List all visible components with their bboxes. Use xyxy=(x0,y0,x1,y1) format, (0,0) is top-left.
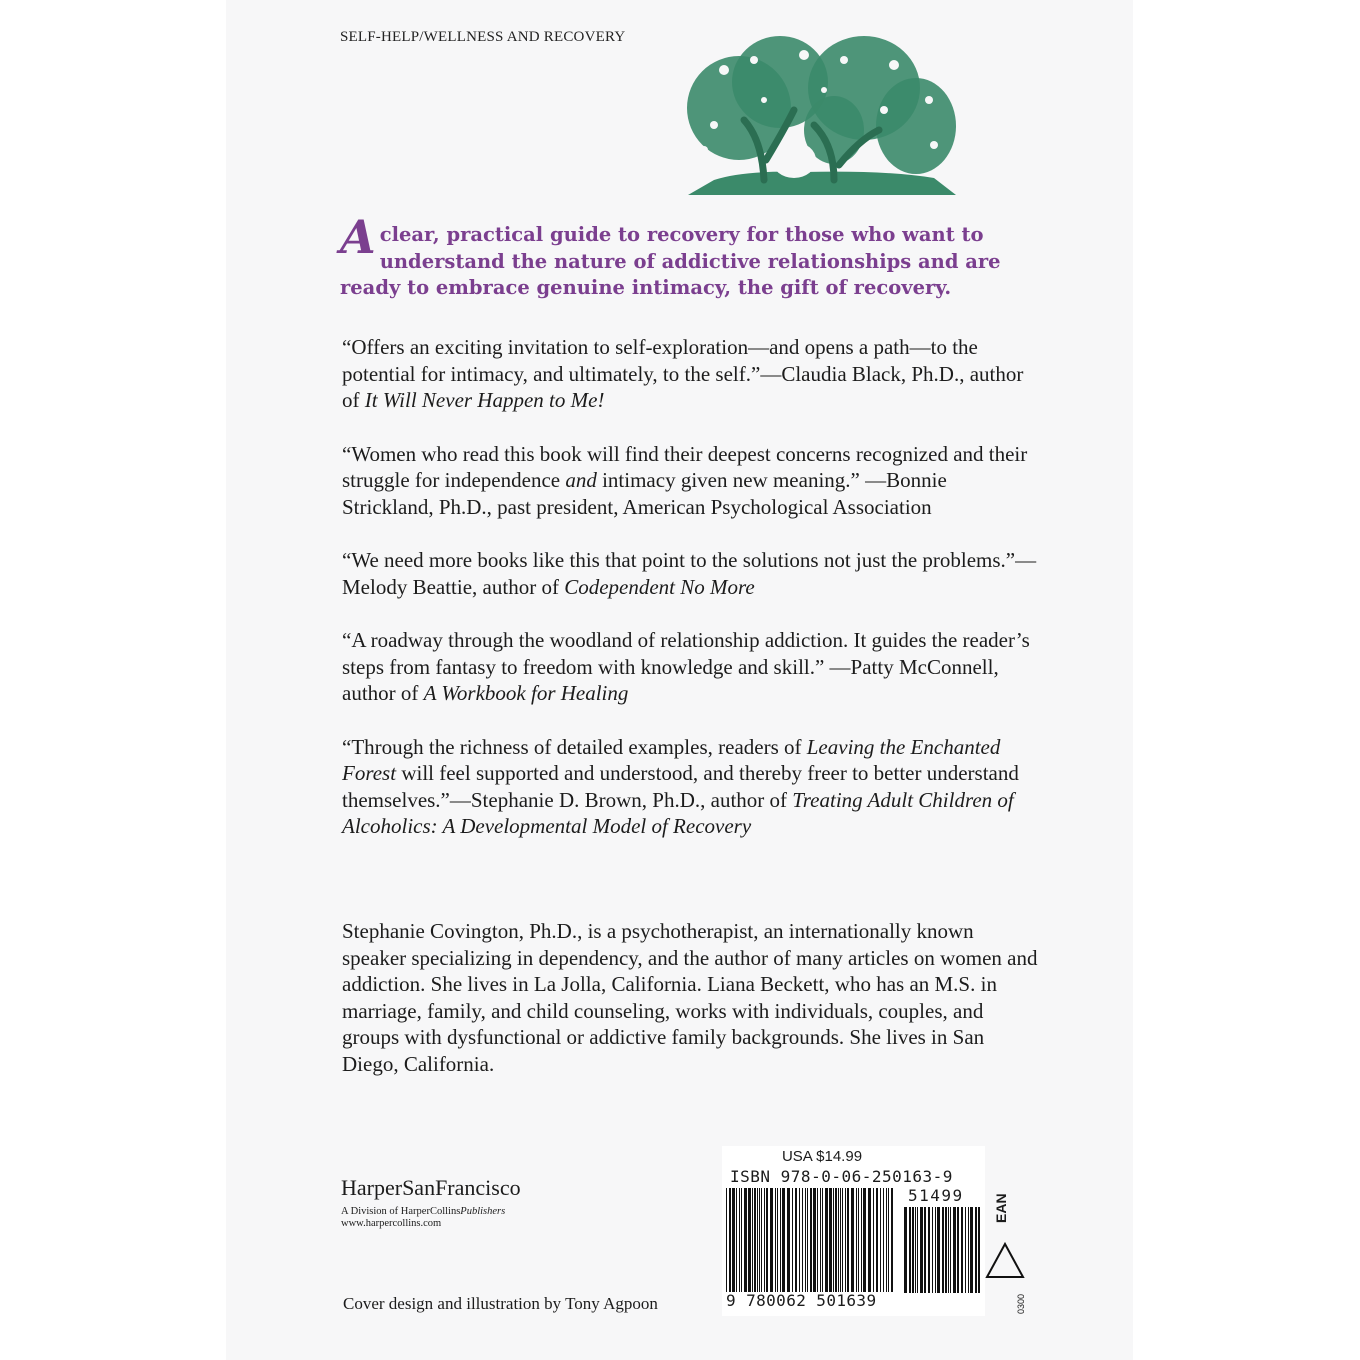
endorsement-1: “Offers an exciting invitation to self-exploration—and opens a path—to the potential for intimacy, and ultimately, to the self.”—Claudia Black, Ph.D., author of It Will Never Happen to Me! xyxy=(342,335,1024,412)
triangle-icon xyxy=(984,1240,1026,1280)
endorsement-5: “Through the richness of detailed examples, readers of Leaving the Enchanted Forest will feel supported and understood, and thereby freer to better understand themselves.”—Stephanie D. Brown, Ph.D., author of Treating Adult Children of Alcoholics: A Developmental Model of Recovery xyxy=(342,734,1019,838)
category-label: SELF-HELP/WELLNESS AND RECOVERY xyxy=(340,29,626,45)
endorsement-4: “A roadway through the woodland of relationship addiction. It guides the reader’s steps from fantasy to freedom with knowledge and skill.” —Patty McConnell, author of A Workbook for Healing xyxy=(342,628,1030,705)
publisher-name: HarperSanFrancisco xyxy=(341,1175,521,1200)
addon-barcode-bars xyxy=(904,1207,980,1293)
price-code: 0300 xyxy=(1016,1294,1026,1315)
publisher-url: www.harpercollins.com xyxy=(341,1218,442,1229)
trees-illustration xyxy=(684,30,960,198)
ean-digits: 9 780062 501639 xyxy=(726,1291,877,1310)
tagline-text: clear, practical guide to recovery for those who want to understand the nature of addictive relationships and are ready to embrace genuine intimacy, the gift of recovery. xyxy=(340,223,1001,300)
ean-barcode-bars xyxy=(726,1188,894,1292)
price-label: USA $14.99 xyxy=(781,1148,863,1165)
endorsement-3: “We need more books like this that point to the solutions not just the problems.”—Melody Beattie, author of Codependent No More xyxy=(342,548,1037,599)
barcode-block xyxy=(722,1146,985,1316)
addon-number: 51499 xyxy=(908,1186,964,1205)
publisher-division: A Division of HarperCollinsPublishers xyxy=(341,1206,506,1217)
endorsements xyxy=(342,334,1042,867)
tagline xyxy=(340,210,1040,302)
author-bio: Stephanie Covington, Ph.D., is a psychotherapist, an internationally known speaker specializing in dependency, and the author of many articles on women and addiction. She lives in La Jolla, California. Liana Beckett, who has an M.S. in marriage, family, and child counseling, works with individuals, couples, and groups with dysfunctional or addictive family backgrounds. She lives in San Diego, California. xyxy=(342,919,1038,1076)
isbn-label: ISBN 978-0-06-250163-9 xyxy=(730,1167,953,1186)
endorsement-2: “Women who read this book will find their deepest concerns recognized and their struggle for independence and intimacy given new meaning.” —Bonnie Strickland, Ph.D., past president, American Psychological Association xyxy=(342,441,1028,519)
publisher-block xyxy=(341,1176,521,1229)
tagline-dropcap: A xyxy=(340,210,376,264)
ean-label: EAN xyxy=(993,1193,1009,1223)
cover-credit: Cover design and illustration by Tony Agpoon xyxy=(343,1294,658,1313)
